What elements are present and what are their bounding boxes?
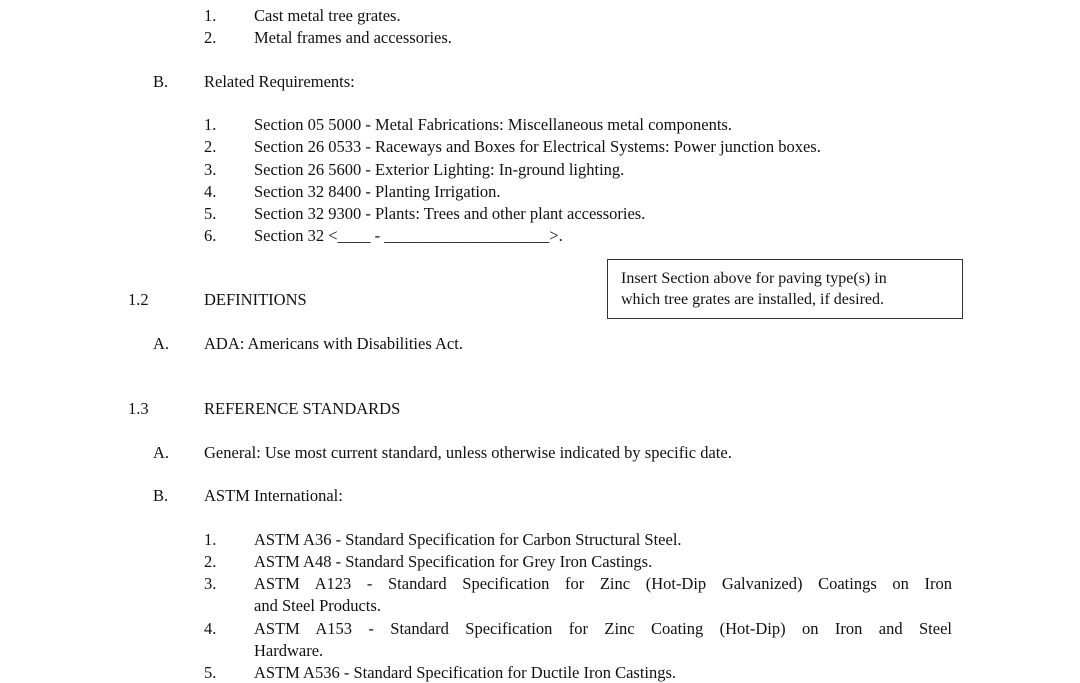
- subsection-letter: A.: [153, 443, 170, 462]
- definition-item: ADA: Americans with Disabilities Act.: [204, 334, 463, 353]
- list-item: ASTM A36 - Standard Specification for Carbon Structural Steel.: [254, 530, 682, 549]
- list-item-continuation: Hardware.: [254, 641, 324, 660]
- subsection-title: ASTM International:: [204, 486, 343, 505]
- list-number: 3.: [204, 574, 217, 593]
- subsection-letter: A.: [153, 334, 170, 353]
- list-number: 6.: [204, 226, 217, 245]
- list-number: 1.: [204, 115, 217, 134]
- list-number: 2.: [204, 28, 217, 47]
- section-number: 1.3: [128, 399, 149, 418]
- section-title: DEFINITIONS: [204, 290, 307, 309]
- subsection-letter: B.: [153, 486, 169, 505]
- subsection-letter: B.: [153, 72, 169, 91]
- list-item: ASTM A123 - Standard Specification for Zinc (Hot-Dip Galvanized) Coatings on Iron: [254, 574, 952, 593]
- list-number: 1.: [204, 6, 217, 25]
- list-number: 1.: [204, 530, 217, 549]
- list-item: Section 32 9300 - Plants: Trees and other plant accessories.: [254, 204, 646, 223]
- section-number: 1.2: [128, 290, 149, 309]
- editor-note-box: [607, 259, 963, 319]
- list-item-continuation: and Steel Products.: [254, 596, 381, 615]
- list-number: 2.: [204, 552, 217, 571]
- list-number: 5.: [204, 663, 217, 682]
- list-item: Section 26 5600 - Exterior Lighting: In-ground lighting.: [254, 160, 625, 179]
- list-item: Section 32 8400 - Planting Irrigation.: [254, 182, 501, 201]
- subsection-title: Related Requirements:: [204, 72, 355, 91]
- list-number: 4.: [204, 182, 217, 201]
- editor-note-line: which tree grates are installed, if desired.: [621, 291, 884, 308]
- editor-note-line: Insert Section above for paving type(s) in: [621, 270, 887, 287]
- list-number: 2.: [204, 137, 217, 156]
- list-number: 5.: [204, 204, 217, 223]
- section-title: REFERENCE STANDARDS: [204, 399, 401, 418]
- list-item-placeholder: Section 32 <____ - ____________________>.: [254, 226, 563, 245]
- list-item: ASTM A153 - Standard Specification for Zinc Coating (Hot-Dip) on Iron and Steel: [254, 619, 952, 638]
- list-item: ASTM A536 - Standard Specification for Ductile Iron Castings.: [254, 663, 677, 682]
- list-item: Cast metal tree grates.: [254, 6, 401, 25]
- list-item: Section 05 5000 - Metal Fabrications: Miscellaneous metal components.: [254, 115, 732, 134]
- list-number: 3.: [204, 160, 217, 179]
- list-number: 4.: [204, 619, 217, 638]
- list-item: Metal frames and accessories.: [254, 28, 452, 47]
- list-item: ASTM A48 - Standard Specification for Grey Iron Castings.: [254, 552, 653, 571]
- list-item: Section 26 0533 - Raceways and Boxes for Electrical Systems: Power junction boxes.: [254, 137, 821, 156]
- general-paragraph: General: Use most current standard, unless otherwise indicated by specific date.: [204, 443, 732, 462]
